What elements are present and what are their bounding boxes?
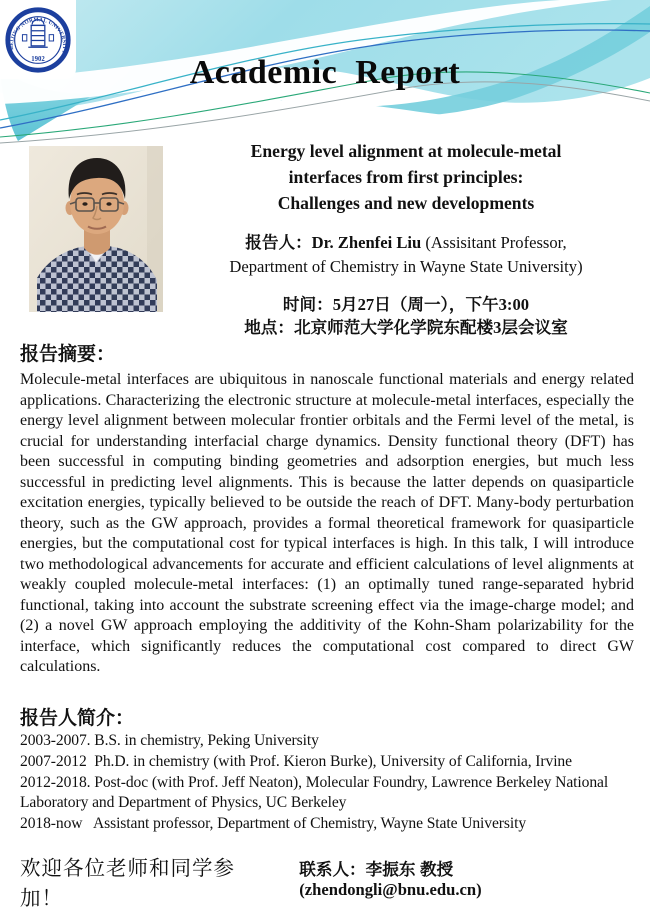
bio-item: 2007-2012 Ph.D. in chemistry (with Prof. Kieron Burke), University of California, Irvine	[20, 752, 572, 770]
talk-info	[172, 138, 640, 339]
welcome-text: 欢迎各位老师和同学参加！	[20, 858, 235, 910]
bio-item: 2018-now Assistant professor, Department of Chemistry, Wayne State University	[20, 815, 527, 833]
speaker-photo	[29, 146, 163, 312]
talk-location: 地点：北京师范大学化学院东配楼3层会议室	[244, 318, 568, 337]
speaker-name: Dr. Zhenfei Liu	[311, 233, 422, 252]
talk-title-line3: Challenges and new developments	[277, 193, 535, 213]
university-logo	[0, 0, 76, 79]
footer	[20, 851, 634, 911]
contact-email: (zhendongli@bnu.edu.cn)	[299, 880, 482, 899]
talk-title-line2: interfaces from first principles:	[288, 167, 524, 187]
contact-name: 联系人：李振东 教授	[299, 860, 454, 879]
abstract-body: Molecule-metal interfaces are ubiquitous in nanoscale functional materials and energy related applications. Characterizing the electronic structure at molecule-metal interfaces, especially the energy level alignment between molecular frontier orbitals and the Fermi level of the metal, is crucial for understanding interfacial charge dynamics. Density functional theory (DFT) has been successful in computing binding geometries and adsorption energies, but much less successful in predicting level alignments. This is because the latter depends on quasiparticle excitation energies, typically believed to be outside the reach of DFT. Many-body perturbation theory, such as the GW approach, provides a formal theoretical framework for quasiparticle energies, but the computational cost for typical interfaces is high. In this talk, I will introduce two methodological advancements for accurate and efficient calculations of level alignments at weakly coupled molecule-metal interfaces: (1) an optimally tuned range-separated hybrid functional, taking into account the substrate screening effect via the image-charge model; and (2) a novel GW approach employing the additivity of the Kohn-Sham polarizability for the interface, which significantly reduces the computational cost compared to direct GW calculations.	[20, 371, 634, 675]
talk-title-line1: Energy level alignment at molecule-metal	[250, 141, 562, 161]
abstract-section	[20, 342, 634, 704]
speaker-affiliation: Department of Chemistry in Wayne State University)	[229, 257, 583, 276]
bio-item: 2003-2007. B.S. in chemistry, Peking University	[20, 732, 319, 749]
talk-time: 时间：5月27日（周一），下午3:00	[282, 295, 530, 314]
time-location	[172, 293, 640, 339]
bio-heading: 报告人简介：	[20, 708, 135, 729]
bnu-seal-icon	[2, 2, 74, 78]
talk-title	[172, 138, 640, 216]
abstract-heading: 报告摘要：	[20, 344, 116, 365]
bio-section	[20, 706, 636, 835]
speaker-title-suffix: (Assisitant Professor,	[421, 233, 567, 252]
page-title: Academic Report	[189, 54, 461, 91]
speaker-label: 报告人：	[245, 233, 312, 252]
bio-item: 2012-2018. Post-doc (with Prof. Jeff Neaton), Molecular Foundry, Lawrence Berkeley National Laboratory and Department of Physics, UC Berkeley	[20, 773, 612, 812]
contact-info	[299, 856, 634, 900]
logo-year: 1902	[31, 55, 45, 63]
logo-ring-text: BEIJING NORMAL UNIVERSITY	[8, 16, 68, 54]
speaker-line	[172, 231, 640, 279]
